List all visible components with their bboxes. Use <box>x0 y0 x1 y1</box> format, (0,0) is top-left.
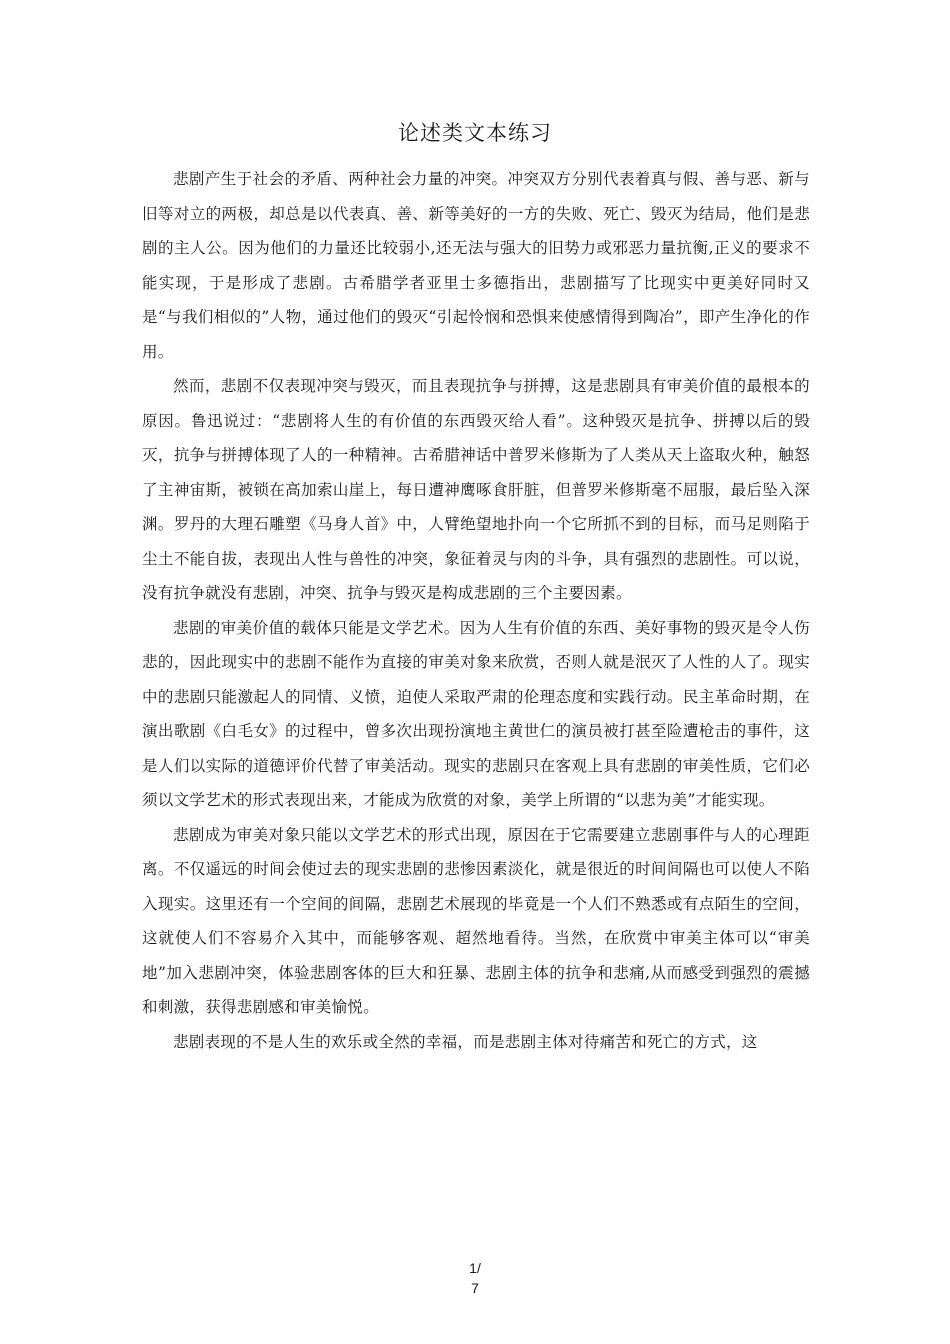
paragraph-2: 然而，悲剧不仅表现冲突与毁灭，而且表现抗争与拼搏，这是悲剧具有审美价值的最根本的原因。鲁迅说过：“悲剧将人生的有价值的东西毁灭给人看”。这种毁灭是抗争、拼搏以后的毁灭，抗争与拼搏体现了人的一种精神。古希腊神话中普罗米修斯为了人类从天上盗取火种，触怒了主神宙斯，被锁在高加索山崖上，每日遭神鹰啄食肝脏，但普罗米修斯毫不屈服，最后坠入深渊。罗丹的大理石雕塑《马身人首》中，人臂绝望地扑向一个它所抓不到的目标，而马足则陷于尘土不能自拔，表现出人性与兽性的冲突，象征着灵与肉的斗争，具有强烈的悲剧性。可以说，没有抗争就没有悲剧，冲突、抗争与毁灭是构成悲剧的三个主要因素。 <box>142 377 810 602</box>
paragraph-4: 悲剧成为审美对象只能以文学艺术的形式出现，原因在于它需要建立悲剧事件与人的心理距离。不仅遥远的时间会使过去的现实悲剧的悲惨因素淡化，就是很近的时间间隔也可以使人不陷入现实。这里还有一个空间的间隔，悲剧艺术展现的毕竟是一个人们不熟悉或有点陌生的空间，这就使人们不容易介入其中，而能够客观、超然地看待。当然，在欣赏中审美主体可以“审美地”加入悲剧冲突，体验悲剧客体的巨大和狂暴、悲剧主体的抗争和悲痛,从而感受到强烈的震撼和刺激，获得悲剧感和审美愉悦。 <box>142 825 810 1016</box>
page-number-total: 7 <box>471 1280 479 1296</box>
page-title: 论述类文本练习 <box>398 121 552 145</box>
page-number <box>0 1258 950 1298</box>
paragraph-3: 悲剧的审美价值的载体只能是文学艺术。因为人生有价值的东西、美好事物的毁灭是令人伤悲的，因此现实中的悲剧不能作为直接的审美对象来欣赏，否则人就是泯灭了人性的人了。现实中的悲剧只能激起人的同情、义愤，迫使人采取严肃的伦理态度和实践行动。民主革命时期，在演出歌剧《白毛女》的过程中，曾多次出现扮演地主黄世仁的演员被打甚至险遭枪击的事件，这是人们以实际的道德评价代替了审美活动。现实的悲剧只在客观上具有悲剧的审美性质，它们必须以文学艺术的形式表现出来，才能成为欣赏的对象，美学上所谓的“以悲为美”才能实现。 <box>142 618 810 809</box>
paragraph-1: 悲剧产生于社会的矛盾、两种社会力量的冲突。冲突双方分别代表着真与假、善与恶、新与旧等对立的两极，却总是以代表真、善、新等美好的一方的失败、死亡、毁灭为结局，他们是悲剧的主人公。因为他们的力量还比较弱小,还无法与强大的旧势力或邪恶力量抗衡,正义的要求不能实现，于是形成了悲剧。古希腊学者亚里士多德指出，悲剧描写了比现实中更美好同时又是“与我们相似的”人物，通过他们的毁灭“引起怜悯和恐惧来使感情得到陶冶”，即产生净化的作用。 <box>142 170 810 361</box>
paragraph-5: 悲剧表现的不是人生的欢乐或全然的幸福，而是悲剧主体对待痛苦和死亡的方式，这 <box>173 1032 758 1051</box>
body-text <box>142 162 810 1059</box>
page-number-current: 1/ <box>469 1260 481 1276</box>
